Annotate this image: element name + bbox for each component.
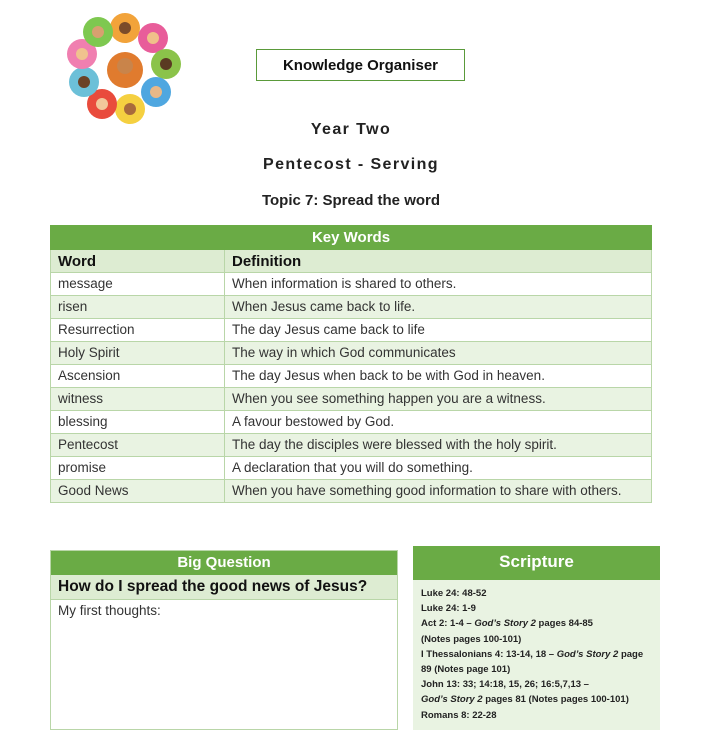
- definition-cell: The day Jesus when back to be with God in heaven.: [225, 365, 652, 388]
- column-header-word: Word: [51, 250, 225, 273]
- table-row: [51, 457, 652, 480]
- scripture-reference: I Thessalonians 4: 13-14, 18 – God’s Story 2 page: [421, 648, 644, 660]
- scripture-box: [413, 546, 660, 730]
- definition-cell: When you have something good information to share with others.: [225, 480, 652, 503]
- logo-emblem: [62, 12, 188, 128]
- big-question-text: How do I spread the good news of Jesus?: [51, 575, 397, 600]
- season-heading: Pentecost - Serving: [263, 156, 439, 173]
- definition-cell: When information is shared to others.: [225, 273, 652, 296]
- scripture-note: (Notes pages 100-101): [421, 633, 522, 645]
- definition-cell: The day Jesus came back to life: [225, 319, 652, 342]
- word-cell: risen: [51, 296, 225, 319]
- column-header-definition: Definition: [225, 250, 652, 273]
- table-row: [51, 365, 652, 388]
- table-row: [51, 342, 652, 365]
- word-cell: Holy Spirit: [51, 342, 225, 365]
- scripture-note: God’s Story 2 pages 81 (Notes pages 100-101): [421, 694, 629, 706]
- definition-cell: The way in which God communicates: [225, 342, 652, 365]
- word-cell: message: [51, 273, 225, 296]
- key-words-title: Key Words: [51, 226, 652, 250]
- scripture-reference: Romans 8: 22-28: [421, 709, 497, 721]
- table-row: [51, 273, 652, 296]
- scripture-list: [413, 580, 660, 723]
- definition-cell: When Jesus came back to life.: [225, 296, 652, 319]
- year-heading: Year Two: [310, 121, 392, 138]
- topic-heading: Topic 7: Spread the word: [261, 192, 441, 209]
- key-words-table: [50, 225, 652, 503]
- definition-cell: The day the disciples were blessed with the holy spirit.: [225, 434, 652, 457]
- word-cell: Good News: [51, 480, 225, 503]
- word-cell: Resurrection: [51, 319, 225, 342]
- scripture-title: Scripture: [413, 546, 660, 580]
- word-cell: promise: [51, 457, 225, 480]
- logo-petals: [67, 13, 181, 124]
- scripture-reference: John 13: 33; 14:18, 15, 26; 16:5,7,13 –: [421, 679, 589, 691]
- scripture-note: 89 (Notes page 101): [421, 664, 511, 676]
- table-row: [51, 411, 652, 434]
- word-cell: Pentecost: [51, 434, 225, 457]
- table-row: [51, 480, 652, 503]
- knowledge-organiser-label: Knowledge Organiser: [256, 49, 465, 81]
- first-thoughts-prompt: My first thoughts:: [58, 603, 161, 618]
- table-row: [51, 388, 652, 411]
- scripture-reference: Luke 24: 1-9: [421, 603, 476, 615]
- big-question-box: [50, 550, 398, 730]
- table-row: [51, 319, 652, 342]
- table-row: [51, 296, 652, 319]
- definition-cell: A declaration that you will do something.: [225, 457, 652, 480]
- definition-cell: When you see something happen you are a witness.: [225, 388, 652, 411]
- table-row: [51, 434, 652, 457]
- definition-cell: A favour bestowed by God.: [225, 411, 652, 434]
- scripture-reference: Act 2: 1-4 – God’s Story 2 pages 84-85: [421, 618, 593, 630]
- scripture-reference: Luke 24: 48-52: [421, 588, 487, 599]
- word-cell: Ascension: [51, 365, 225, 388]
- word-cell: blessing: [51, 411, 225, 434]
- word-cell: witness: [51, 388, 225, 411]
- big-question-title: Big Question: [51, 551, 397, 575]
